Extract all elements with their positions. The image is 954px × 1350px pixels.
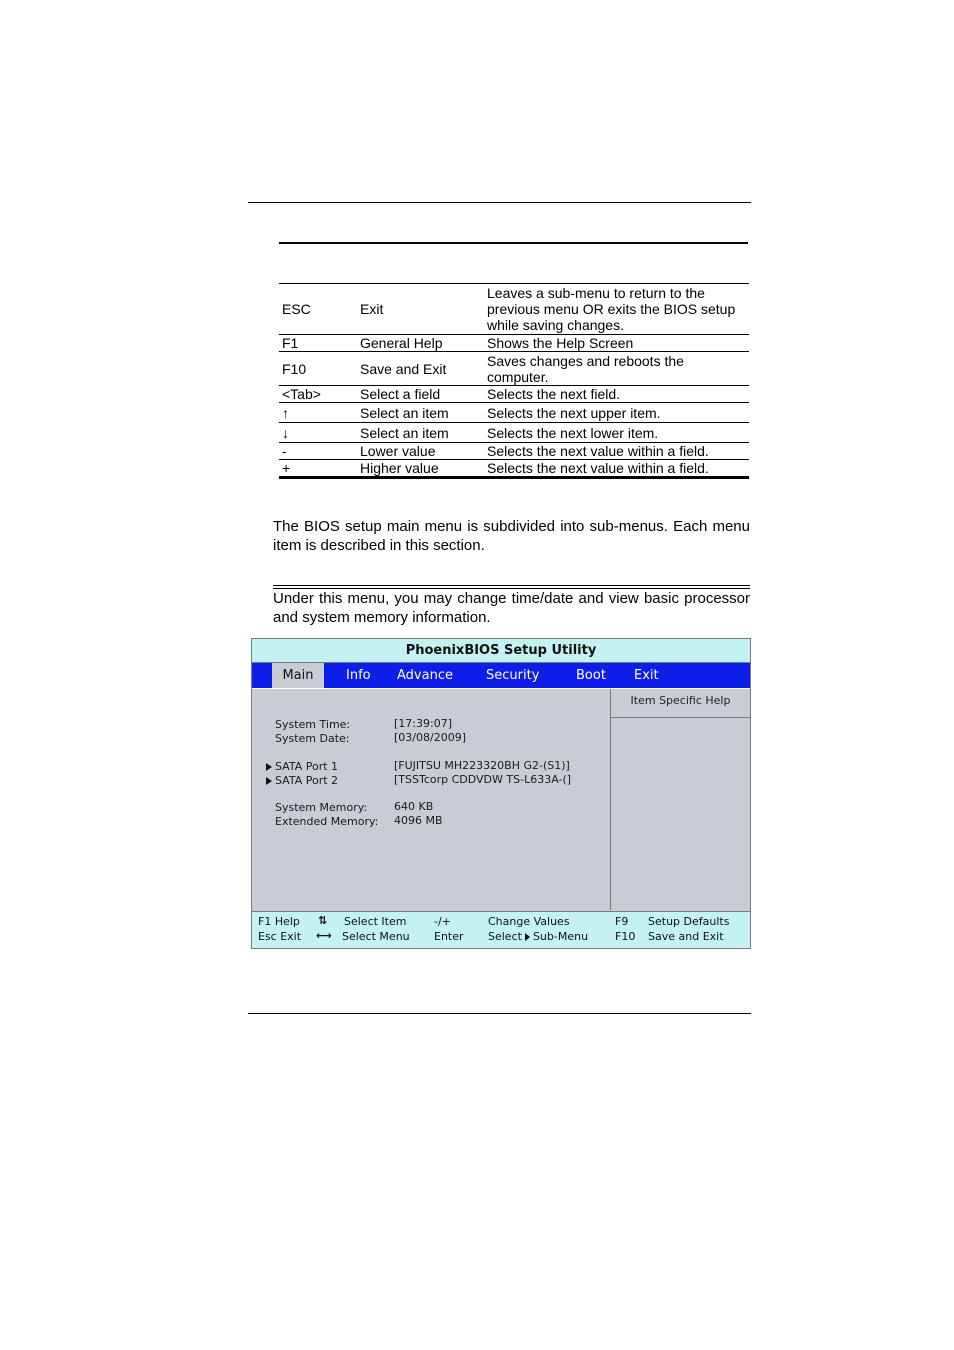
description-cell: Selects the next lower item. bbox=[484, 423, 749, 443]
intro-paragraph: The BIOS setup main menu is subdivided into sub-menus. Each menu item is described in this section. bbox=[273, 518, 750, 554]
up-arrow-icon: ↑ bbox=[279, 403, 357, 423]
description-cell: Selects the next value within a field. bbox=[484, 443, 749, 460]
menu-tab-info[interactable]: Info bbox=[346, 668, 371, 683]
down-arrow-icon: ↓ bbox=[279, 423, 357, 443]
key-cell: <Tab> bbox=[279, 386, 357, 403]
function-cell: General Help bbox=[357, 335, 484, 352]
sata1-label[interactable]: SATA Port 1 bbox=[275, 760, 339, 773]
bios-title: PhoenixBIOS Setup Utility bbox=[252, 639, 750, 663]
menu-tab-boot[interactable]: Boot bbox=[576, 668, 606, 683]
esc-exit-hint: Esc Exit bbox=[258, 930, 302, 943]
function-cell: Higher value bbox=[360, 460, 439, 476]
system-time-value[interactable]: [17:39:07] bbox=[394, 717, 452, 730]
main-menu-paragraph: Under this menu, you may change time/date and view basic processor and system memory information. bbox=[273, 590, 750, 626]
table-row bbox=[279, 460, 749, 478]
extended-memory-label: Extended Memory: bbox=[275, 815, 379, 828]
up-down-arrows-icon: ⇅ bbox=[318, 914, 328, 927]
description-cell: Selects the next upper item. bbox=[484, 403, 749, 423]
submenu-label: Sub-Menu bbox=[532, 930, 589, 943]
left-right-arrows-icon: ⟷ bbox=[316, 929, 332, 942]
sata1-value: [FUJITSU MH223320BH G2-(S1)] bbox=[394, 759, 570, 772]
sata2-label[interactable]: SATA Port 2 bbox=[275, 774, 339, 787]
bios-setup-screenshot bbox=[251, 638, 751, 949]
select-item-hint: Select Item bbox=[344, 915, 407, 928]
bios-menu-bar bbox=[252, 663, 750, 689]
function-cell: Select an item bbox=[357, 403, 484, 423]
f10-key: F10 bbox=[615, 930, 636, 943]
header-rule bbox=[248, 202, 751, 203]
save-exit-hint: Save and Exit bbox=[648, 930, 724, 943]
description-cell: Selects the next value within a field. bbox=[487, 460, 709, 476]
description-cell: Shows the Help Screen bbox=[484, 335, 749, 352]
sata2-value: [TSSTcorp CDDVDW TS-L633A-(] bbox=[394, 773, 572, 786]
table-row bbox=[279, 403, 749, 423]
description-cell: Saves changes and reboots the computer. bbox=[484, 352, 749, 386]
sata2-arrow-icon bbox=[266, 777, 272, 785]
function-cell: Lower value bbox=[357, 443, 484, 460]
select-label: Select bbox=[488, 930, 522, 943]
function-cell: Select an item bbox=[357, 423, 484, 443]
key-cell: F10 bbox=[279, 352, 357, 386]
f9-key: F9 bbox=[615, 915, 629, 928]
system-memory-label: System Memory: bbox=[275, 801, 368, 814]
help-title: Item Specific Help bbox=[611, 689, 750, 718]
system-time-label: System Time: bbox=[275, 718, 351, 731]
bios-main-panel bbox=[252, 689, 611, 910]
key-function-table bbox=[279, 283, 749, 479]
footer-rule bbox=[248, 1013, 751, 1014]
minus-plus-key: -/+ bbox=[434, 915, 451, 928]
function-cell: Save and Exit bbox=[357, 352, 484, 386]
select-menu-hint: Select Menu bbox=[342, 930, 410, 943]
table-row bbox=[279, 352, 749, 386]
key-cell: - bbox=[279, 443, 357, 460]
system-date-label: System Date: bbox=[275, 732, 350, 745]
f1-help-hint: F1 Help bbox=[258, 915, 300, 928]
table-row bbox=[279, 423, 749, 443]
bios-help-panel bbox=[611, 689, 750, 910]
description-cell: Selects the next field. bbox=[484, 386, 749, 403]
change-values-hint: Change Values bbox=[488, 915, 570, 928]
submenu-arrow-icon bbox=[525, 933, 530, 941]
key-cell: ESC bbox=[279, 284, 357, 335]
description-cell: Leaves a sub-menu to return to the previous menu OR exits the BIOS setup while saving changes. bbox=[484, 284, 749, 335]
enter-key: Enter bbox=[434, 930, 464, 943]
function-cell: Select a field bbox=[357, 386, 484, 403]
setup-defaults-hint: Setup Defaults bbox=[648, 915, 730, 928]
function-cell: Exit bbox=[357, 284, 484, 335]
table-row bbox=[279, 284, 749, 335]
extended-memory-value: 4096 MB bbox=[394, 814, 443, 827]
menu-tab-main[interactable]: Main bbox=[272, 663, 324, 688]
menu-tab-security[interactable]: Security bbox=[486, 668, 540, 683]
sata1-arrow-icon bbox=[266, 763, 272, 771]
key-cell: F1 bbox=[279, 335, 357, 352]
table-row bbox=[279, 443, 749, 460]
key-cell: + bbox=[282, 460, 291, 476]
select-submenu-hint bbox=[488, 930, 588, 944]
table-row bbox=[279, 386, 749, 403]
menu-tab-exit[interactable]: Exit bbox=[634, 668, 659, 683]
bios-footer bbox=[252, 911, 750, 949]
system-date-value[interactable]: [03/08/2009] bbox=[394, 731, 466, 744]
menu-tab-advance[interactable]: Advance bbox=[397, 668, 453, 683]
system-memory-value: 640 KB bbox=[394, 800, 434, 813]
subsection-rule-top bbox=[273, 585, 750, 586]
section-rule bbox=[279, 242, 748, 244]
table-row bbox=[279, 335, 749, 352]
